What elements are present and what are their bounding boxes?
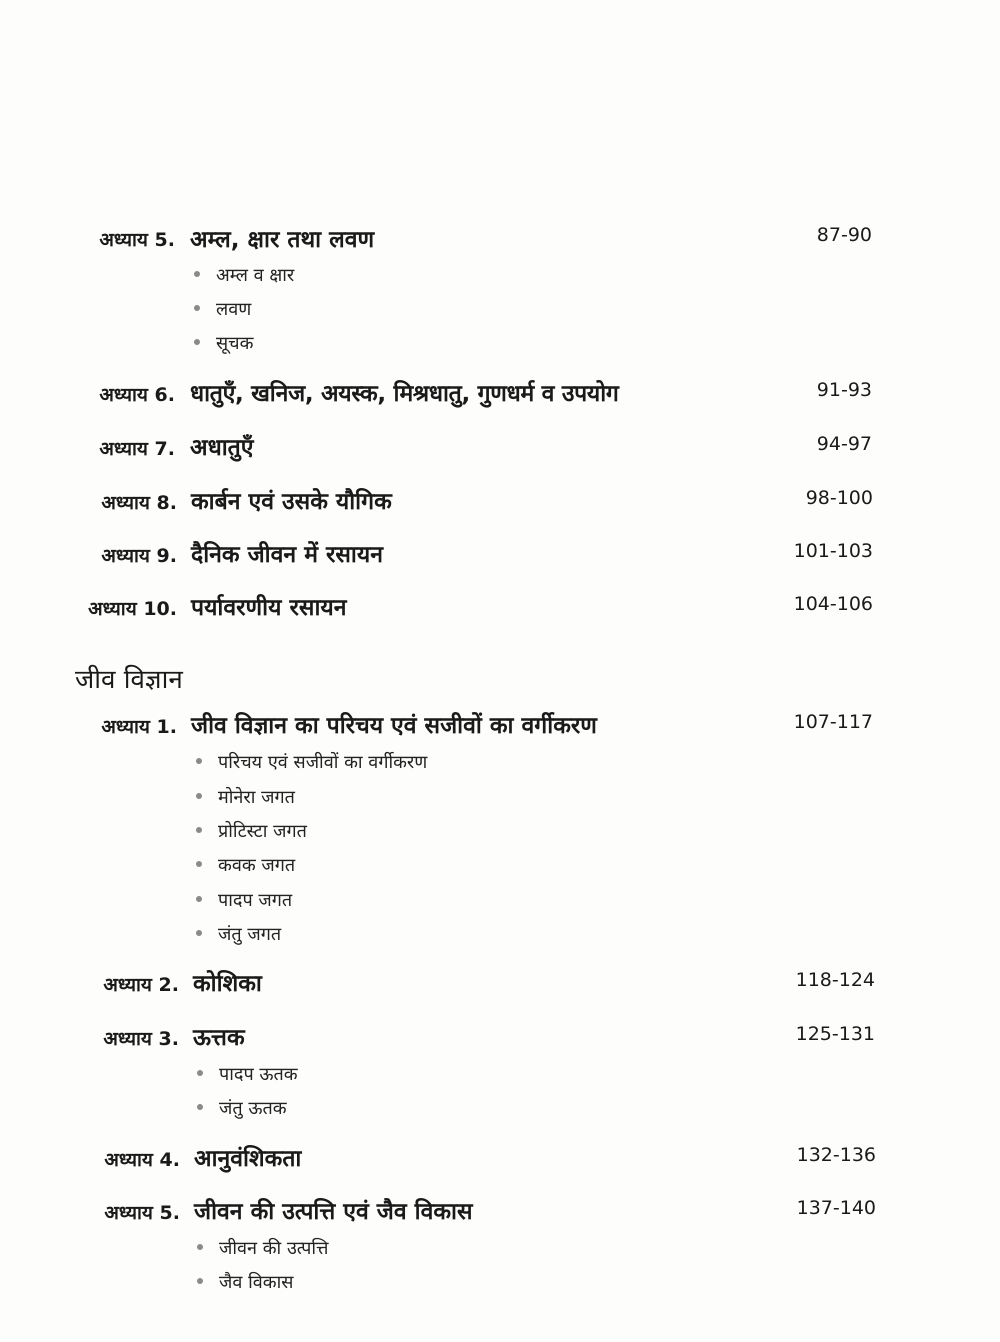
topic-item: लवण	[194, 297, 251, 321]
bullet-icon	[196, 827, 202, 833]
chapter-pages: 104-106	[793, 593, 873, 615]
chapter-pages: 91-93	[816, 379, 872, 401]
topic-item: मोनेरा जगत	[196, 785, 295, 809]
chapter-pages: 132-136	[796, 1144, 876, 1166]
chapter-label: अध्याय 5.	[104, 1202, 180, 1224]
chapter-pages: 137-140	[796, 1197, 876, 1219]
chapter-title: जीव विज्ञान का परिचय एवं सजीवों का वर्गीकरण	[191, 713, 597, 739]
bullet-icon	[196, 758, 202, 764]
chapter-label: अध्याय 1.	[101, 716, 177, 738]
section-title: जीव विज्ञान	[75, 665, 183, 695]
bullet-icon	[197, 1244, 203, 1250]
chapter-title: अम्ल, क्षार तथा लवण	[190, 227, 375, 253]
chapter-title: धातुएँ, खनिज, अयस्क, मिश्रधातु, गुणधर्म व उपयोग	[190, 381, 619, 407]
chapter-title: पर्यावरणीय रसायन	[191, 595, 347, 621]
topic-item: जंतु जगत	[196, 922, 281, 946]
chapter-pages: 107-117	[793, 711, 873, 733]
chapter-title: आनुवंशिकता	[194, 1146, 302, 1172]
topic-item: जंतु ऊतक	[197, 1096, 287, 1120]
bullet-icon	[197, 1070, 203, 1076]
chapter-label: अध्याय 8.	[101, 492, 177, 514]
topic-item: कवक जगत	[196, 853, 295, 877]
chapter-pages: 101-103	[793, 540, 873, 562]
topic-item: पादप ऊतक	[197, 1062, 298, 1086]
bullet-icon	[196, 861, 202, 867]
bullet-icon	[194, 339, 200, 345]
topic-item: जैव विकास	[197, 1270, 293, 1294]
topic-item: परिचय एवं सजीवों का वर्गीकरण	[196, 750, 427, 774]
chapter-pages: 87-90	[816, 224, 872, 246]
chapter-title: दैनिक जीवन में रसायन	[191, 542, 383, 568]
chapter-title: कार्बन एवं उसके यौगिक	[191, 489, 392, 515]
chapter-label: अध्याय 6.	[99, 384, 175, 406]
topic-item: सूचक	[194, 331, 253, 355]
chapter-label: अध्याय 5.	[99, 229, 175, 251]
chapter-label: अध्याय 2.	[103, 974, 179, 996]
bullet-icon	[196, 896, 202, 902]
topic-item: अम्ल व क्षार	[194, 263, 294, 287]
bullet-icon	[197, 1278, 203, 1284]
bullet-icon	[196, 793, 202, 799]
chapter-label: अध्याय 3.	[103, 1028, 179, 1050]
chapter-pages: 118-124	[795, 969, 875, 991]
chapter-title: जीवन की उत्पत्ति एवं जैव विकास	[194, 1199, 473, 1225]
topic-item: जीवन की उत्पत्ति	[197, 1236, 328, 1260]
chapter-label: अध्याय 4.	[104, 1149, 180, 1171]
chapter-label: अध्याय 10.	[88, 598, 177, 620]
chapter-pages: 98-100	[805, 487, 873, 509]
bullet-icon	[194, 305, 200, 311]
topic-item: प्रोटिस्टा जगत	[196, 819, 307, 843]
bullet-icon	[196, 930, 202, 936]
chapter-pages: 125-131	[795, 1023, 875, 1045]
chapter-label: अध्याय 7.	[99, 438, 175, 460]
chapter-title: अधातुएँ	[190, 435, 254, 461]
bullet-icon	[194, 271, 200, 277]
chapter-pages: 94-97	[816, 433, 872, 455]
chapter-title: ऊत्तक	[193, 1025, 245, 1051]
bullet-icon	[197, 1104, 203, 1110]
chapter-title: कोशिका	[193, 971, 262, 997]
topic-item: पादप जगत	[196, 888, 292, 912]
chapter-label: अध्याय 9.	[101, 545, 177, 567]
